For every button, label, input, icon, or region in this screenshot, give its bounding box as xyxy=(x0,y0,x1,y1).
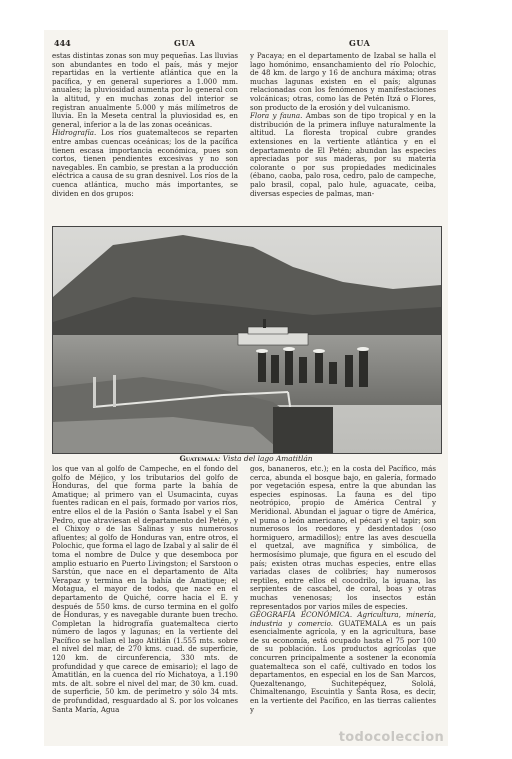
paragraph: Hidrografía. Los ríos guatemaltecos se reparten entre ambas cuencas oceánicas; los de la pacífica tienen escasa importancia económica, pues son cortos, tienen pendientes excesivas y no son navegables. En cambio, se prestan a la producción eléctrica a causa de su gran desnivel. Los ríos de la cuenca atlántica, mucho más importantes, se dividen en dos grupos: xyxy=(52,128,238,198)
paragraph: Flora y fauna. Ambas son de tipo tropical y en la distribución de la primera influye naturalmente la altitud. La floresta tropical cubre grandes extensiones en la vertiente atlántica y en el departamento de El Petén; abundan las especies apreciadas por sus maderas, por su materia colorante o por sus propiedades medicinales (ébano, caoba, palo rosa, cedro, palo de campeche, palo brasil, copal, palo hule, aguacate, ceiba, diversas especies de palmas, man- xyxy=(250,111,436,198)
column-top-right xyxy=(250,52,436,220)
caption-description: : Vista del lago Amatitlán xyxy=(217,454,313,463)
column-bottom-left xyxy=(52,465,238,727)
column-top-left xyxy=(52,52,238,220)
watermark: todocoleccion xyxy=(338,730,444,745)
lake-photo xyxy=(52,226,442,454)
paragraph: y Pacaya; en el departamento de Izabal se halla el lago homónimo, ensanchamiento del río Polochic, de 48 km. de largo y 16 de anchura máxima; otras muchas lagunas existen en el país; algunas relacionadas con los fenómenos y manifestaciones volcánicas; otras, como las de Petén Itzá o Flores, son producto de la erosión y del vulcanismo. xyxy=(250,52,436,112)
paragraph: estas distintas zonas son muy pequeñas. Las lluvias son abundantes en todo el país, más y mejor repartidas en la vertiente atlántica que en la pacífica, y en general superiores a 1.000 mm. anuales; la pluviosidad aumenta por lo general con la altitud, y en muchas zonas del interior se registran anualmente 5.000 y más milímetros de lluvia. En la Meseta central la pluviosidad es, en general, inferior a la de las zonas oceánicas. xyxy=(52,52,238,129)
section-heading-flora-fauna: Flora y fauna. xyxy=(250,111,303,121)
book-page xyxy=(44,30,448,746)
caption-place: Guatemala xyxy=(179,454,218,463)
running-head-right: GUA xyxy=(349,38,371,48)
paragraph: los que van al golfo de Campeche, en el fondo del golfo de Méjico, y los tributarios del golfo de Honduras, del que forma parte la bahía de Amatique; al primero van el Usumacinta, cuyas fuentes radican en el país, formado por varios ríos, entre ellos el de la Pasión o Santa Isabel y el San Pedro, que atraviesan el departamento del Petén, y el Chixoy o de las Salinas y sus numerosos afluentes; al golfo de Honduras van, entre otros, el Polochic, que forma el lago de Izabal y al salir de él toma el nombre de Dulce y que desemboca por amplio estuario en Puerto Livingston; el Sarstoon o Sarstún, que nace en el departamento de Alta Verapaz y termina en la bahía de Amatique; el Motagua, el mayor de todos, que nace en el departamento de Quiché, corre hacia el E. y después de 550 kms. de curso termina en el golfo de Honduras, y es navegable durante buen trecho. Completan la hidrografía guatemalteca cierto número de lagos y lagunas; en la vertiente del Pacífico se hallan el lago Atitlán (1.555 mts. sobre el nivel del mar, de 270 kms. cuad. de superficie, 120 km. de circunferencia, 330 mts. de profundidad y que carece de emisario); el lago de Amatitlán, en la cuenca del río Michatoya, a 1.190 mts. de alt. sobre el nivel del mar, de 30 km. cuad. de superficie, 50 km. de perímetro y sólo 34 mts. de profundidad, resguardado al S. por los volcanes Santa María, Agua xyxy=(52,465,238,714)
page-number: 444 xyxy=(54,38,71,48)
page-header xyxy=(54,38,444,52)
section-heading-hidrografia: Hidrografía. xyxy=(52,128,97,138)
figure-caption xyxy=(52,454,440,463)
section-heading-geografia-economica: GEOGRAFÍA ECONÓMICA. Agricultura, minería, industria y comercio. xyxy=(250,610,436,628)
running-head-left: GUA xyxy=(174,38,196,48)
column-bottom-right xyxy=(250,465,436,727)
paragraph: gos, bananeros, etc.); en la costa del Pacífico, más cerca, abunda el bosque bajo, en galería, formado por vegetación espesa, entre la que abundan las especies espinosas. La fauna es del tipo neotrópico, propio de América Central y Meridional. Abundan el jaguar o tigre de América, el puma o león americano, el pécari y el tapir; son numerosos los roedores y desdentados (oso hormiguero, armadillos); entre las aves descuella el quetzal, ave magnífica y simbólica, de hermosísimo plumaje, que figura en el escudo del país; existen otras muchas especies, entre ellas variadas clases de colibríes; hay numerosos reptiles, entre ellos el cocodrilo, la iguana, las serpientes de cascabel, de coral, boas y otras muchas venenosas; los insectos están representados por varios miles de especies. xyxy=(250,465,436,611)
paragraph: GEOGRAFÍA ECONÓMICA. Agricultura, minería, industria y comercio. GUATEMALA es un país esencialmente agrícola, y en la agricultura, base de su economía, está ocupado hasta el 75 por 100 de su población. Los productos agrícolas que concurren principalmente a sostener la economía guatemalteca son el café, cultivado en todos los departamentos, en especial en los de San Marcos, Quezaltenango, Suchitepéquez, Sololá, Chimaltenango, Escuintla y Santa Rosa, es decir, en la vertiente del Pacífico, en las tierras calientes y xyxy=(250,610,436,714)
